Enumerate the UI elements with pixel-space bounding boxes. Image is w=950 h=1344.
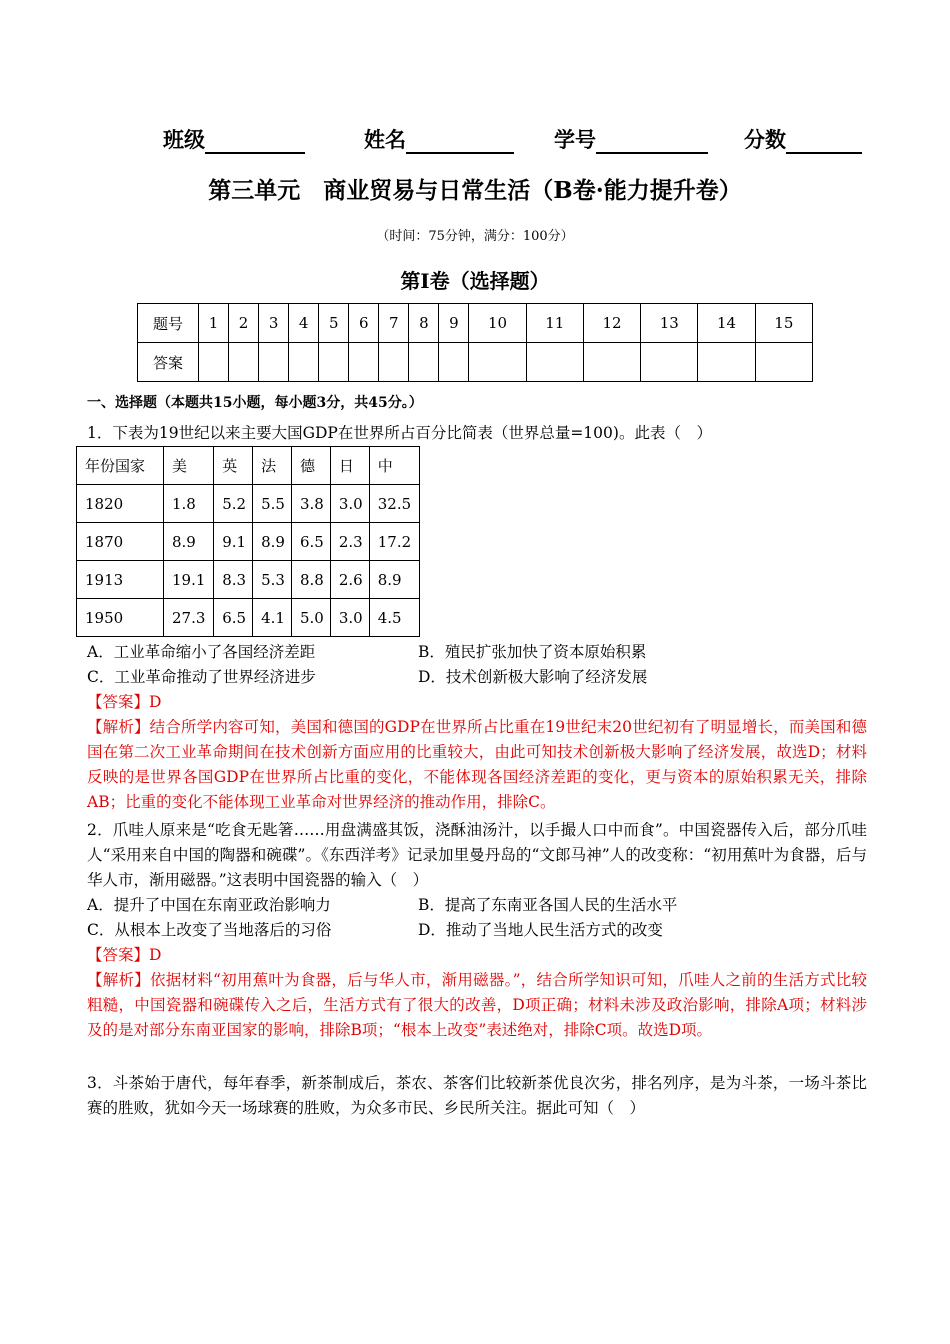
table-cell: 3.0 xyxy=(330,599,369,637)
class-label: 班级 xyxy=(163,127,205,152)
table-cell: 5.3 xyxy=(253,561,292,599)
table-header-cell: 法 xyxy=(253,447,292,485)
volume-title: 第Ⅰ卷（选择题） xyxy=(400,269,550,293)
q1-option-a[interactable]: A．工业革命缩小了各国经济差距 xyxy=(87,643,316,661)
qnum-cell: 15 xyxy=(755,304,812,343)
answer-cell[interactable] xyxy=(199,343,229,382)
answer-cell[interactable] xyxy=(409,343,439,382)
q1-stem: 1．下表为19世纪以来主要大国GDP在世界所占百分比简表（世界总量=100)。此表（ ） xyxy=(87,424,712,442)
score-field xyxy=(744,124,862,154)
row-label: 题号 xyxy=(138,304,199,343)
table-header-cell: 德 xyxy=(291,447,330,485)
table-header-cell: 英 xyxy=(214,447,253,485)
answer-cell[interactable] xyxy=(641,343,698,382)
table-cell: 32.5 xyxy=(369,485,419,523)
score-label: 分数 xyxy=(744,127,786,152)
table-cell: 8.9 xyxy=(253,523,292,561)
qnum-cell: 3 xyxy=(259,304,289,343)
answer-cell[interactable] xyxy=(469,343,526,382)
answer-cell[interactable] xyxy=(526,343,583,382)
table-cell: 8.8 xyxy=(291,561,330,599)
gdp-table xyxy=(76,446,420,637)
name-label: 姓名 xyxy=(364,127,406,152)
class-field xyxy=(163,124,305,154)
q2-option-a[interactable]: A．提升了中国在东南亚政治影响力 xyxy=(87,896,331,914)
qnum-cell: 10 xyxy=(469,304,526,343)
table-cell: 5.0 xyxy=(291,599,330,637)
answer-cell[interactable] xyxy=(289,343,319,382)
exam-info: （时间：75分钟，满分：100分） xyxy=(376,229,574,244)
table-cell: 1820 xyxy=(77,485,164,523)
table-cell: 1870 xyxy=(77,523,164,561)
table-row xyxy=(77,599,420,637)
q2-stem: 2．爪哇人原来是“吃食无匙箸……用盘满盛其饭，浇酥油汤汁，以手撮人口中而食”。中国瓷器传入后，部分爪哇人“采用来自中国的陶器和碗碟”。《东西洋考》记录加里曼丹岛的“文郎马神”人的改变称：“初用蕉叶为食器，后与华人市，渐用磁器。”这表明中国瓷器的输入（ ） xyxy=(87,821,867,889)
table-cell: 1950 xyxy=(77,599,164,637)
answer-cell[interactable] xyxy=(319,343,349,382)
answer-cell[interactable] xyxy=(698,343,755,382)
table-cell: 8.9 xyxy=(369,561,419,599)
table-cell: 17.2 xyxy=(369,523,419,561)
student-id-blank[interactable] xyxy=(596,130,708,154)
q1-option-c[interactable]: C．工业革命推动了世界经济进步 xyxy=(87,668,316,686)
table-header-cell: 年份国家 xyxy=(77,447,164,485)
table-header-cell: 日 xyxy=(330,447,369,485)
answer-cell[interactable] xyxy=(583,343,640,382)
name-field xyxy=(364,124,514,154)
section-heading: 一、选择题（本题共15小题，每小题3分，共45分。） xyxy=(87,395,423,411)
table-cell: 27.3 xyxy=(164,599,214,637)
table-header-row xyxy=(77,447,420,485)
answer-row xyxy=(138,343,813,382)
class-blank[interactable] xyxy=(205,130,305,154)
q2-option-d[interactable]: D．推动了当地人民生活方式的改变 xyxy=(418,921,663,939)
table-cell: 8.3 xyxy=(214,561,253,599)
score-blank[interactable] xyxy=(786,130,862,154)
q3-stem: 3．斗茶始于唐代，每年春季，新茶制成后，茶农、茶客们比较新茶优良次劣，排名列序，是为斗茶，一场斗茶比赛的胜败，犹如今天一场球赛的胜败，为众多市民、乡民所关注。据此可知（ ） xyxy=(87,1074,867,1117)
table-cell: 6.5 xyxy=(214,599,253,637)
qnum-cell: 5 xyxy=(319,304,349,343)
answer-cell[interactable] xyxy=(439,343,469,382)
qnum-cell: 8 xyxy=(409,304,439,343)
table-row xyxy=(77,561,420,599)
table-cell: 19.1 xyxy=(164,561,214,599)
table-cell: 2.6 xyxy=(330,561,369,599)
student-id-label: 学号 xyxy=(554,127,596,152)
table-cell: 4.5 xyxy=(369,599,419,637)
page-title: 第三单元 商业贸易与日常生活（B卷·能力提升卷） xyxy=(208,177,742,204)
q1-answer: 【答案】D xyxy=(87,693,162,711)
table-cell: 1.8 xyxy=(164,485,214,523)
answer-cell[interactable] xyxy=(349,343,379,382)
table-row xyxy=(77,523,420,561)
table-row xyxy=(77,485,420,523)
answer-cell[interactable] xyxy=(259,343,289,382)
table-cell: 4.1 xyxy=(253,599,292,637)
qnum-cell: 2 xyxy=(229,304,259,343)
qnum-cell: 12 xyxy=(583,304,640,343)
qnum-cell: 14 xyxy=(698,304,755,343)
table-cell: 3.0 xyxy=(330,485,369,523)
table-header-cell: 美 xyxy=(164,447,214,485)
q1-option-d[interactable]: D．技术创新极大影响了经济发展 xyxy=(418,668,648,686)
q1-analysis: 【解析】结合所学内容可知，美国和德国的GDP在世界所占比重在19世纪末20世纪初有了明显增长，而美国和德国在第二次工业革命期间在技术创新方面应用的比重较大，由此可知技术创新极大影响了经济发展，故选D；材料反映的是世界各国GDP在世界所占比重的变化，不能体现各国经济差距的变化，更与资本的原始积累无关，排除AB；比重的变化不能体现工业革命对世界经济的推动作用，排除C。 xyxy=(87,718,867,811)
qnum-cell: 11 xyxy=(526,304,583,343)
table-header-cell: 中 xyxy=(369,447,419,485)
q2-answer: 【答案】D xyxy=(87,946,162,964)
name-blank[interactable] xyxy=(406,130,514,154)
table-cell: 1913 xyxy=(77,561,164,599)
row-label: 答案 xyxy=(138,343,199,382)
table-cell: 9.1 xyxy=(214,523,253,561)
table-cell: 3.8 xyxy=(291,485,330,523)
qnum-cell: 6 xyxy=(349,304,379,343)
answer-cell[interactable] xyxy=(229,343,259,382)
table-cell: 6.5 xyxy=(291,523,330,561)
table-cell: 5.5 xyxy=(253,485,292,523)
answer-cell[interactable] xyxy=(379,343,409,382)
table-cell: 2.3 xyxy=(330,523,369,561)
qnum-cell: 9 xyxy=(439,304,469,343)
answer-grid xyxy=(137,303,813,382)
student-id-field xyxy=(554,124,708,154)
answer-cell[interactable] xyxy=(755,343,812,382)
table-cell: 8.9 xyxy=(164,523,214,561)
q2-analysis: 【解析】依据材料“初用蕉叶为食器，后与华人市，渐用磁器。”，结合所学知识可知，爪哇人之前的生活方式比较粗糙，中国瓷器和碗碟传入之后，生活方式有了很大的改善，D项正确；材料未涉及政治影响，排除A项；材料涉及的是对部分东南亚国家的影响，排除B项；“根本上改变”表述绝对，排除C项。故选D项。 xyxy=(87,971,867,1039)
q2-option-b[interactable]: B．提高了东南亚各国人民的生活水平 xyxy=(418,896,678,914)
qnum-cell: 13 xyxy=(641,304,698,343)
question-number-row xyxy=(138,304,813,343)
q1-option-b[interactable]: B．殖民扩张加快了资本原始积累 xyxy=(418,643,647,661)
qnum-cell: 4 xyxy=(289,304,319,343)
qnum-cell: 7 xyxy=(379,304,409,343)
q2-option-c[interactable]: C．从根本上改变了当地落后的习俗 xyxy=(87,921,332,939)
table-cell: 5.2 xyxy=(214,485,253,523)
qnum-cell: 1 xyxy=(199,304,229,343)
